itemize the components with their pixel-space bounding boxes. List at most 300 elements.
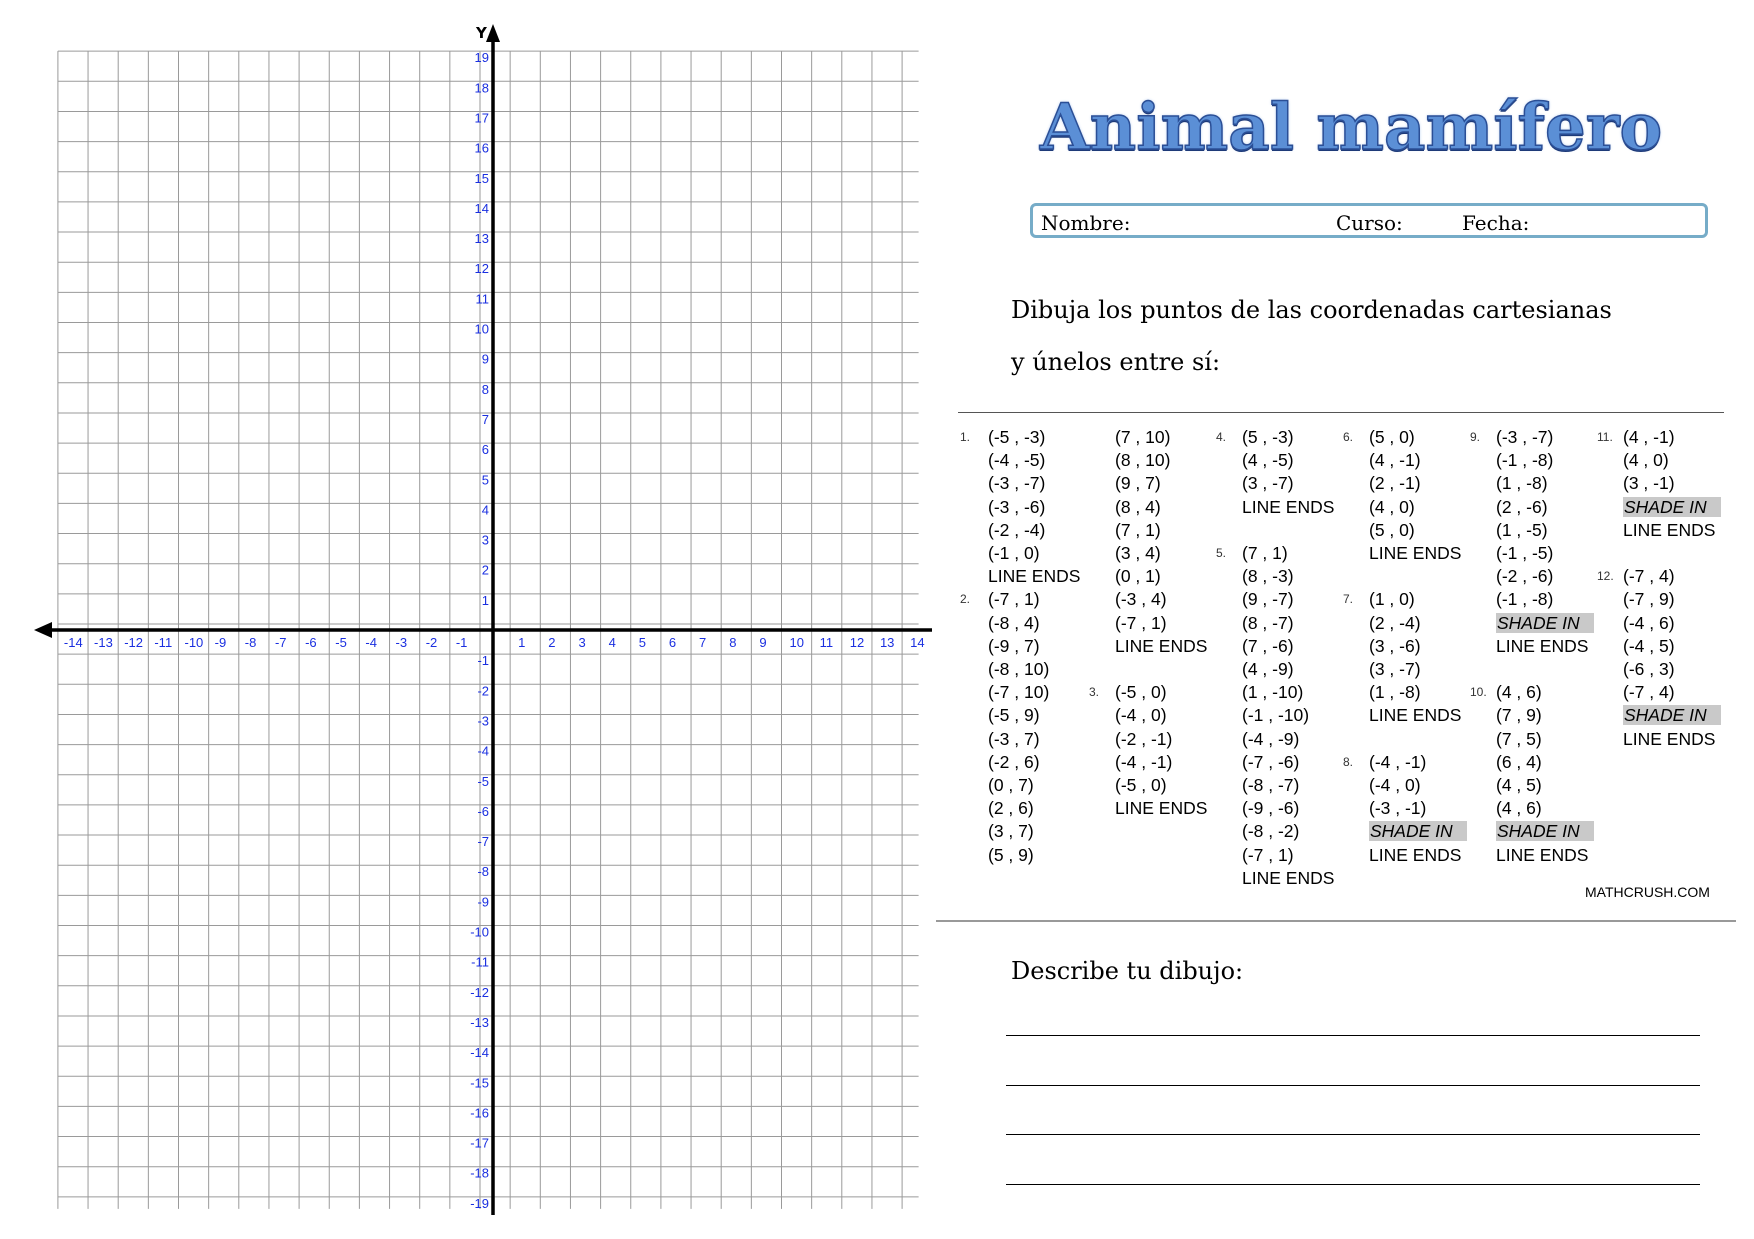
coordinate-entry (1623, 728, 1715, 751)
coordinate-entry (988, 681, 1049, 704)
x-tick-label: -5 (335, 635, 347, 650)
coordinate-point: (-9 , 7) (988, 635, 1040, 656)
x-tick-label: -8 (244, 635, 257, 650)
y-tick-label: 9 (481, 351, 489, 367)
y-tick-label: 12 (474, 261, 489, 277)
coordinate-point: (-1 , 0) (988, 543, 1040, 563)
coordinate-entry (1623, 449, 1669, 472)
coordinate-point: (3 , -6) (1369, 635, 1421, 656)
coordinate-point: (-2 , 6) (988, 751, 1040, 772)
x-axis-arrow-left (34, 622, 52, 638)
coordinate-point: (-4 , 6) (1623, 612, 1675, 633)
coordinate-point: (8 , -3) (1242, 566, 1294, 587)
y-tick-label: 19 (474, 50, 489, 66)
coordinate-entry (1369, 542, 1461, 565)
coordinate-point: (7 , 1) (1242, 543, 1288, 563)
coordinate-entry (1242, 867, 1334, 890)
coordinate-entry (1242, 542, 1288, 565)
coordinate-entry (1496, 496, 1548, 519)
y-tick-label: -9 (477, 894, 489, 910)
coordinate-entry (1242, 588, 1294, 611)
coordinate-entry (1242, 658, 1294, 681)
x-tick-label: 8 (729, 635, 737, 650)
coordinate-point: (7 , 10) (1115, 427, 1171, 447)
date-label: Fecha: (1462, 211, 1530, 235)
coordinate-entry (1496, 774, 1542, 797)
shade-in-label: SHADE IN (1369, 821, 1467, 841)
coordinate-point: (-1 , -10) (1242, 705, 1310, 726)
coordinate-point: (7 , -6) (1242, 635, 1294, 656)
coordinate-point: (7 , 1) (1115, 519, 1161, 540)
coordinate-point: (7 , 5) (1496, 728, 1542, 749)
coordinate-entry (1496, 612, 1594, 635)
x-tick-label: -9 (214, 635, 227, 650)
coordinate-entry (1623, 704, 1721, 727)
x-tick-label: -2 (425, 635, 438, 650)
x-tick-label: -10 (184, 635, 204, 650)
x-tick-label: -6 (305, 635, 317, 650)
coordinate-entry (1369, 612, 1421, 635)
coordinate-point: (8 , 4) (1115, 496, 1161, 517)
line-ends-label: LINE ENDS (1369, 543, 1462, 563)
course-label: Curso: (1336, 211, 1403, 235)
y-tick-label: 5 (481, 472, 489, 488)
coordinate-entry (988, 519, 1045, 542)
coordinate-entry (1496, 844, 1588, 867)
coordinate-entry (1496, 588, 1553, 611)
coordinate-entry (988, 635, 1040, 658)
y-tick-label: 7 (481, 411, 489, 427)
coordinate-entry (1369, 496, 1415, 519)
x-tick-label: 2 (548, 635, 556, 650)
x-tick-label: -14 (63, 635, 83, 650)
coordinate-entry (1623, 496, 1721, 519)
divider-top (958, 412, 1724, 413)
coordinate-entry (1496, 472, 1548, 495)
coordinate-entry (1496, 449, 1553, 472)
coordinate-entry (1496, 681, 1542, 704)
coordinate-point: (-2 , -6) (1496, 566, 1554, 587)
coordinate-entry (988, 704, 1040, 727)
coordinate-entry (988, 728, 1040, 751)
coordinate-set-number: 12. (1597, 569, 1614, 584)
answer-line[interactable] (1006, 1035, 1700, 1036)
coordinate-entry (1369, 704, 1461, 727)
coordinate-entry (1496, 820, 1594, 843)
coordinate-point: (4 , -5) (1242, 450, 1294, 471)
y-tick-label: -11 (471, 954, 489, 970)
source-credit: MATHCRUSH.COM (1585, 884, 1710, 900)
y-tick-label: 13 (474, 231, 489, 247)
x-tick-label: -4 (365, 635, 377, 650)
coordinate-entry (1242, 728, 1299, 751)
coordinate-entry (1369, 681, 1421, 704)
coordinate-entry (988, 658, 1049, 681)
coordinate-entry (1115, 472, 1161, 495)
y-tick-label: -19 (470, 1195, 489, 1211)
coordinate-entry (1623, 658, 1675, 681)
coordinate-entry (988, 588, 1040, 611)
coordinate-entry (1496, 542, 1553, 565)
y-tick-label: -6 (477, 803, 489, 819)
coordinate-point: (4 , 0) (1369, 496, 1415, 517)
line-ends-label: LINE ENDS (1115, 635, 1208, 656)
coordinate-entry (1496, 426, 1553, 449)
coordinate-entry (1623, 681, 1675, 704)
coordinate-list (955, 426, 1725, 906)
coordinate-point: (-8 , -2) (1242, 821, 1300, 842)
y-tick-label: 2 (481, 562, 489, 578)
coordinate-point: (0 , 7) (988, 775, 1034, 795)
answer-line[interactable] (1006, 1134, 1700, 1135)
coordinate-point: (1 , -8) (1369, 682, 1421, 703)
y-tick-label: 11 (475, 291, 489, 307)
coordinate-point: (-7 , 1) (1242, 844, 1294, 865)
coordinate-entry (1115, 426, 1170, 449)
line-ends-label: LINE ENDS (1242, 496, 1335, 517)
instructions-line-2: y únelos entre sí: (1011, 348, 1221, 376)
coordinate-point: (7 , 9) (1496, 705, 1542, 726)
coordinate-entry (1369, 658, 1421, 681)
x-tick-label: 4 (608, 635, 616, 650)
coordinate-point: (-9 , -6) (1242, 798, 1300, 819)
coordinate-point: (-1 , -8) (1496, 589, 1554, 610)
y-tick-label: 15 (474, 170, 489, 186)
coordinate-entry (1623, 612, 1675, 635)
coordinate-entry (1369, 472, 1421, 495)
coordinate-point: (-4 , -5) (988, 450, 1046, 471)
y-tick-label: 14 (474, 200, 489, 216)
coordinate-point: (-3 , 4) (1115, 589, 1167, 610)
x-tick-label: -13 (94, 635, 113, 650)
y-tick-label: -14 (470, 1045, 489, 1061)
coordinate-point: (4 , 0) (1623, 450, 1669, 471)
coordinate-point: (-7 , 4) (1623, 566, 1675, 587)
coordinate-set-number: 7. (1343, 592, 1354, 607)
coordinate-entry (1369, 797, 1426, 820)
coordinate-point: (-7 , 1) (988, 589, 1040, 610)
coordinate-point: (5 , -3) (1242, 427, 1294, 447)
coordinate-entry (1115, 519, 1161, 542)
coordinate-set-number: 9. (1470, 430, 1481, 444)
coordinate-entry (988, 496, 1045, 519)
coordinate-entry (1623, 472, 1675, 495)
coordinate-point: (6 , 4) (1496, 751, 1542, 772)
coordinate-point: (1 , -10) (1242, 682, 1304, 703)
coordinate-entry (1369, 820, 1467, 843)
coordinate-entry (1623, 565, 1675, 588)
y-tick-label: -8 (477, 864, 489, 880)
coordinate-point: (8 , 10) (1115, 450, 1171, 471)
y-tick-label: -17 (470, 1135, 489, 1151)
coordinate-point: (4 , -1) (1623, 427, 1675, 447)
coordinate-point: (5 , 0) (1369, 519, 1415, 540)
line-ends-label: LINE ENDS (1115, 798, 1208, 819)
coordinate-point: (-4 , 0) (1115, 705, 1167, 726)
coordinate-entry (1242, 612, 1294, 635)
coordinate-entry (1242, 449, 1294, 472)
x-tick-label: 5 (638, 635, 646, 650)
coordinate-entry (988, 774, 1034, 797)
student-info-box (1030, 203, 1708, 238)
coordinate-point: (1 , 0) (1369, 589, 1415, 610)
coordinate-entry (1496, 635, 1588, 658)
coordinate-point: (-2 , -4) (988, 519, 1046, 540)
coordinate-point: (-4 , -1) (1115, 751, 1173, 772)
line-ends-label: LINE ENDS (1623, 519, 1716, 540)
coordinate-point: (3 , -1) (1623, 473, 1675, 494)
y-tick-label: -10 (470, 924, 489, 940)
shade-in-label: SHADE IN (1623, 497, 1721, 517)
coordinate-point: (-4 , -1) (1369, 751, 1427, 772)
coordinate-set-number: 1. (960, 430, 971, 444)
coordinate-point: (4 , -1) (1369, 450, 1421, 471)
coordinate-entry (1369, 774, 1421, 797)
coordinate-point: (-7 , 1) (1115, 612, 1167, 633)
coordinate-entry (988, 542, 1040, 565)
line-ends-label: LINE ENDS (1623, 728, 1716, 749)
coordinate-point: (2 , -1) (1369, 473, 1421, 494)
coordinate-point: (2 , 6) (988, 798, 1034, 819)
coordinate-point: (2 , -6) (1496, 496, 1548, 517)
coordinate-entry (1623, 635, 1675, 658)
coordinate-entry (1242, 496, 1334, 519)
coordinate-entry (988, 449, 1045, 472)
coordinate-entry (1369, 449, 1421, 472)
coordinate-entry (1496, 519, 1548, 542)
y-tick-label: 16 (474, 140, 489, 156)
coordinate-point: (-8 , -7) (1242, 775, 1300, 795)
coordinate-set-number: 8. (1343, 754, 1354, 769)
x-tick-label: -11 (154, 635, 173, 650)
coordinate-entry (1369, 519, 1415, 542)
coordinate-point: (4 , 6) (1496, 682, 1542, 703)
x-tick-label: 12 (849, 635, 865, 650)
line-ends-label: LINE ENDS (1242, 867, 1335, 888)
y-tick-label: 1 (481, 592, 489, 608)
answer-line[interactable] (1006, 1184, 1700, 1185)
coordinate-point: (-8 , 10) (988, 659, 1050, 679)
y-tick-label: 6 (481, 442, 489, 458)
shade-in-label: SHADE IN (1623, 705, 1721, 725)
shade-in-label: SHADE IN (1496, 613, 1594, 633)
coordinate-entry (1623, 519, 1715, 542)
coordinate-point: (-7 , 10) (988, 682, 1050, 703)
coordinate-point: (4 , 5) (1496, 775, 1542, 795)
x-tick-label: -1 (455, 635, 468, 650)
coordinate-point: (-3 , -7) (1496, 427, 1554, 447)
coordinate-point: (3 , -7) (1369, 659, 1421, 679)
coordinate-point: (8 , -7) (1242, 612, 1294, 633)
coordinate-entry (1623, 588, 1675, 611)
x-tick-label: 3 (578, 635, 586, 650)
coordinate-point: (-1 , -5) (1496, 543, 1554, 563)
coordinate-point: (3 , 7) (988, 821, 1034, 842)
coordinate-entry (1242, 472, 1294, 495)
coordinate-point: (-8 , 4) (988, 612, 1040, 633)
coordinate-point: (-5 , 9) (988, 705, 1040, 726)
describe-prompt: Describe tu dibujo: (1011, 957, 1244, 985)
instructions-line-1: Dibuja los puntos de las coordenadas cartesianas (1011, 296, 1612, 324)
coordinate-entry (1242, 797, 1299, 820)
y-tick-label: -1 (477, 653, 489, 669)
x-tick-label: 1 (518, 635, 526, 650)
y-tick-label: -18 (470, 1165, 489, 1181)
y-tick-label: 8 (481, 381, 489, 397)
coordinate-entry (988, 426, 1045, 449)
coordinate-entry (1115, 588, 1167, 611)
coordinate-entry (1242, 565, 1294, 588)
worksheet-title: Animal mamífero (1040, 90, 1663, 165)
x-tick-label: 7 (699, 635, 707, 650)
x-tick-label: -12 (124, 635, 143, 650)
coordinate-entry (1115, 565, 1161, 588)
coordinate-entry (988, 612, 1040, 635)
coordinate-entry (1242, 844, 1294, 867)
y-tick-label: 10 (474, 321, 489, 337)
coordinate-entry (1115, 542, 1161, 565)
coordinate-point: (3 , 4) (1115, 543, 1161, 563)
coordinate-entry (1242, 751, 1299, 774)
coordinate-point: (-3 , 7) (988, 728, 1040, 749)
coordinate-point: (-4 , 0) (1369, 775, 1421, 795)
coordinate-entry (1496, 565, 1553, 588)
coordinate-entry (1369, 751, 1426, 774)
name-label: Nombre: (1041, 211, 1131, 235)
line-ends-label: LINE ENDS (1496, 844, 1589, 865)
coordinate-point: (3 , -7) (1242, 473, 1294, 494)
y-tick-label: -2 (477, 683, 489, 699)
y-tick-label: 17 (474, 110, 489, 126)
coordinate-point: (2 , -4) (1369, 612, 1421, 633)
answer-line[interactable] (1006, 1085, 1700, 1086)
coordinate-entry (1115, 751, 1172, 774)
coordinate-entry (1115, 704, 1167, 727)
coordinate-point: (9 , 7) (1115, 473, 1161, 494)
coordinate-entry (1496, 751, 1542, 774)
coordinate-point: (-7 , 9) (1623, 589, 1675, 610)
coordinate-entry (1115, 612, 1167, 635)
coordinate-point: (5 , 9) (988, 844, 1034, 865)
y-tick-label: -7 (477, 834, 489, 850)
y-tick-label: -13 (470, 1014, 489, 1030)
coordinate-point: (4 , 6) (1496, 798, 1542, 819)
y-tick-label: -4 (477, 743, 489, 759)
coordinate-point: (-3 , -1) (1369, 798, 1427, 819)
coordinate-entry (1242, 774, 1299, 797)
coordinate-set-number: 2. (960, 592, 971, 607)
coordinate-entry (1496, 728, 1542, 751)
y-axis-label: Y (476, 24, 487, 42)
y-tick-label: -16 (470, 1105, 489, 1121)
coordinate-point: (-6 , 3) (1623, 659, 1675, 679)
coordinate-entry (1242, 704, 1309, 727)
coordinate-entry (1242, 681, 1303, 704)
coordinate-point: (9 , -7) (1242, 589, 1294, 610)
coordinate-entry (1115, 449, 1170, 472)
coordinate-point: (-5 , 0) (1115, 682, 1167, 703)
coordinate-entry (1369, 844, 1461, 867)
coordinate-entry (1496, 704, 1542, 727)
y-tick-label: -15 (470, 1075, 489, 1091)
coordinate-point: (-7 , 4) (1623, 682, 1675, 703)
x-tick-label: -3 (395, 635, 408, 650)
coordinate-point: (-7 , -6) (1242, 751, 1300, 772)
coordinate-point: (-5 , -3) (988, 427, 1046, 447)
coordinate-entry (988, 797, 1034, 820)
coordinate-entry (1115, 635, 1207, 658)
y-tick-label: 4 (481, 502, 489, 518)
y-tick-label: 18 (474, 80, 489, 96)
coordinate-entry (1242, 820, 1299, 843)
line-ends-label: LINE ENDS (1496, 635, 1589, 656)
divider-bottom (936, 920, 1736, 922)
shade-in-label: SHADE IN (1496, 821, 1594, 841)
coordinate-entry (1115, 728, 1172, 751)
line-ends-label: LINE ENDS (988, 566, 1081, 587)
coordinate-entry (1496, 797, 1542, 820)
coordinate-point: (-1 , -8) (1496, 450, 1554, 471)
coordinate-set-number: 10. (1470, 685, 1487, 700)
coordinate-set-number: 6. (1343, 430, 1354, 444)
x-tick-label: 11 (819, 635, 834, 650)
coordinate-point: (-4 , -9) (1242, 728, 1300, 749)
x-tick-label: 6 (668, 635, 677, 650)
coordinate-entry (1115, 681, 1167, 704)
y-tick-label: 3 (481, 532, 489, 548)
coordinate-entry (1369, 635, 1421, 658)
coordinate-set-number: 4. (1216, 430, 1227, 444)
coordinate-entry (1115, 496, 1161, 519)
y-tick-label: -12 (470, 984, 489, 1000)
coordinate-entry (1242, 635, 1294, 658)
coordinate-entry (988, 565, 1080, 588)
coordinate-point: (-4 , 5) (1623, 635, 1675, 656)
coordinate-entry (988, 844, 1034, 867)
coordinate-point: (5 , 0) (1369, 427, 1415, 447)
coordinate-entry (1242, 426, 1294, 449)
x-tick-label: 9 (759, 635, 767, 650)
coordinate-set-number: 11. (1597, 430, 1613, 444)
coordinate-entry (1369, 426, 1415, 449)
coordinate-set-number: 3. (1089, 685, 1100, 700)
x-tick-label: 13 (879, 635, 895, 650)
coordinate-entry (1115, 774, 1167, 797)
y-axis-arrow-up (486, 24, 500, 42)
coordinate-point: (-5 , 0) (1115, 775, 1167, 795)
coordinate-point: (0 , 1) (1115, 566, 1161, 587)
coordinate-point: (-3 , -7) (988, 473, 1046, 494)
line-ends-label: LINE ENDS (1369, 705, 1462, 726)
coordinate-entry (1115, 797, 1207, 820)
coordinate-entry (988, 820, 1034, 843)
x-tick-label: 14 (910, 635, 925, 650)
coordinate-point: (1 , -5) (1496, 519, 1548, 540)
coordinate-entry (988, 472, 1045, 495)
coordinate-entry (1623, 426, 1675, 449)
coordinate-point: (-2 , -1) (1115, 728, 1173, 749)
y-tick-label: -5 (477, 773, 489, 789)
coordinate-entry (1369, 588, 1415, 611)
coordinate-point: (4 , -9) (1242, 659, 1294, 679)
coordinate-point: (1 , -8) (1496, 473, 1548, 494)
coordinate-point: (-3 , -6) (988, 496, 1046, 517)
line-ends-label: LINE ENDS (1369, 844, 1462, 865)
x-tick-label: 10 (789, 635, 804, 650)
y-tick-label: -3 (477, 713, 489, 729)
coordinate-set-number: 5. (1216, 546, 1227, 560)
x-tick-label: -7 (274, 635, 287, 650)
